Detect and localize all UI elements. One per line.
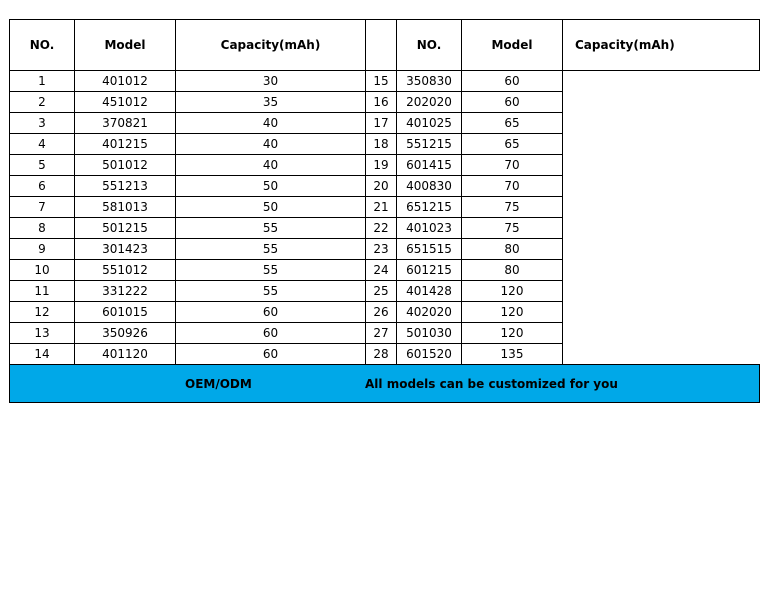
table-row <box>10 281 760 302</box>
row-no-right: 24 <box>366 260 397 281</box>
row-no-left: 4 <box>10 134 75 155</box>
row-capacity-left: 55 <box>176 281 366 302</box>
row-model-left: 551012 <box>75 260 176 281</box>
row-capacity-left: 50 <box>176 176 366 197</box>
row-no-right: 27 <box>366 323 397 344</box>
row-model-left: 551213 <box>75 176 176 197</box>
row-capacity-left: 40 <box>176 134 366 155</box>
table-row <box>10 92 760 113</box>
row-model-right: 651515 <box>397 239 462 260</box>
row-model-left: 331222 <box>75 281 176 302</box>
row-capacity-right: 60 <box>462 92 563 113</box>
table-row <box>10 134 760 155</box>
row-no-right: 22 <box>366 218 397 239</box>
row-no-right: 19 <box>366 155 397 176</box>
row-model-left: 581013 <box>75 197 176 218</box>
row-no-left: 9 <box>10 239 75 260</box>
row-no-right: 17 <box>366 113 397 134</box>
row-model-right: 401023 <box>397 218 462 239</box>
row-no-left: 14 <box>10 344 75 365</box>
table-row <box>10 260 760 281</box>
row-model-right: 202020 <box>397 92 462 113</box>
row-model-right: 601415 <box>397 155 462 176</box>
row-no-right: 23 <box>366 239 397 260</box>
header-no-right: NO. <box>397 20 462 71</box>
footer-customize-text: All models can be customized for you <box>365 376 618 391</box>
row-capacity-right: 65 <box>462 134 563 155</box>
row-no-right: 20 <box>366 176 397 197</box>
row-model-right: 651215 <box>397 197 462 218</box>
row-model-left: 301423 <box>75 239 176 260</box>
row-no-left: 7 <box>10 197 75 218</box>
row-no-right: 28 <box>366 344 397 365</box>
row-capacity-right: 135 <box>462 344 563 365</box>
row-model-right: 402020 <box>397 302 462 323</box>
row-capacity-right: 120 <box>462 323 563 344</box>
row-capacity-left: 60 <box>176 323 366 344</box>
row-capacity-right: 70 <box>462 176 563 197</box>
column-gap <box>366 20 397 71</box>
battery-spec-table <box>9 19 760 403</box>
row-capacity-right: 75 <box>462 218 563 239</box>
row-capacity-left: 60 <box>176 344 366 365</box>
row-capacity-left: 50 <box>176 197 366 218</box>
row-capacity-left: 60 <box>176 302 366 323</box>
header-model-right: Model <box>462 20 563 71</box>
row-capacity-left: 55 <box>176 218 366 239</box>
row-capacity-left: 55 <box>176 239 366 260</box>
row-no-left: 6 <box>10 176 75 197</box>
row-model-left: 370821 <box>75 113 176 134</box>
table-row <box>10 155 760 176</box>
header-capacity-left: Capacity(mAh) <box>176 20 366 71</box>
row-capacity-right: 80 <box>462 260 563 281</box>
row-model-left: 501012 <box>75 155 176 176</box>
row-model-right: 501030 <box>397 323 462 344</box>
footer-banner <box>10 365 760 403</box>
row-model-left: 601015 <box>75 302 176 323</box>
table-row <box>10 113 760 134</box>
footer-oem-text: OEM/ODM <box>185 376 252 391</box>
table-row <box>10 71 760 92</box>
row-capacity-right: 120 <box>462 302 563 323</box>
table-body <box>10 71 760 365</box>
row-no-right: 18 <box>366 134 397 155</box>
row-no-left: 3 <box>10 113 75 134</box>
table-row <box>10 218 760 239</box>
header-model-left: Model <box>75 20 176 71</box>
row-capacity-left: 35 <box>176 92 366 113</box>
header-capacity-right: Capacity(mAh) <box>563 20 760 71</box>
row-capacity-left: 55 <box>176 260 366 281</box>
row-no-left: 8 <box>10 218 75 239</box>
row-no-right: 16 <box>366 92 397 113</box>
row-no-left: 11 <box>10 281 75 302</box>
header-row <box>10 20 760 71</box>
row-model-right: 551215 <box>397 134 462 155</box>
row-no-left: 2 <box>10 92 75 113</box>
row-capacity-left: 40 <box>176 155 366 176</box>
row-capacity-right: 65 <box>462 113 563 134</box>
table-row <box>10 344 760 365</box>
row-model-left: 350926 <box>75 323 176 344</box>
row-model-left: 501215 <box>75 218 176 239</box>
row-no-left: 12 <box>10 302 75 323</box>
row-capacity-right: 60 <box>462 71 563 92</box>
row-model-right: 401025 <box>397 113 462 134</box>
row-no-right: 15 <box>366 71 397 92</box>
row-no-right: 26 <box>366 302 397 323</box>
row-no-right: 21 <box>366 197 397 218</box>
row-model-left: 401120 <box>75 344 176 365</box>
row-capacity-right: 120 <box>462 281 563 302</box>
row-model-right: 350830 <box>397 71 462 92</box>
row-no-left: 5 <box>10 155 75 176</box>
table-row <box>10 197 760 218</box>
table-row <box>10 323 760 344</box>
table-row <box>10 302 760 323</box>
row-no-right: 25 <box>366 281 397 302</box>
row-no-left: 10 <box>10 260 75 281</box>
footer-row <box>10 365 760 403</box>
header-no-left: NO. <box>10 20 75 71</box>
row-model-left: 401215 <box>75 134 176 155</box>
row-model-right: 401428 <box>397 281 462 302</box>
table-row <box>10 176 760 197</box>
row-capacity-right: 80 <box>462 239 563 260</box>
row-capacity-right: 75 <box>462 197 563 218</box>
row-model-right: 400830 <box>397 176 462 197</box>
row-no-left: 1 <box>10 71 75 92</box>
row-no-left: 13 <box>10 323 75 344</box>
row-model-left: 401012 <box>75 71 176 92</box>
row-capacity-left: 40 <box>176 113 366 134</box>
row-capacity-left: 30 <box>176 71 366 92</box>
row-capacity-right: 70 <box>462 155 563 176</box>
row-model-left: 451012 <box>75 92 176 113</box>
row-model-right: 601215 <box>397 260 462 281</box>
row-model-right: 601520 <box>397 344 462 365</box>
table-row <box>10 239 760 260</box>
